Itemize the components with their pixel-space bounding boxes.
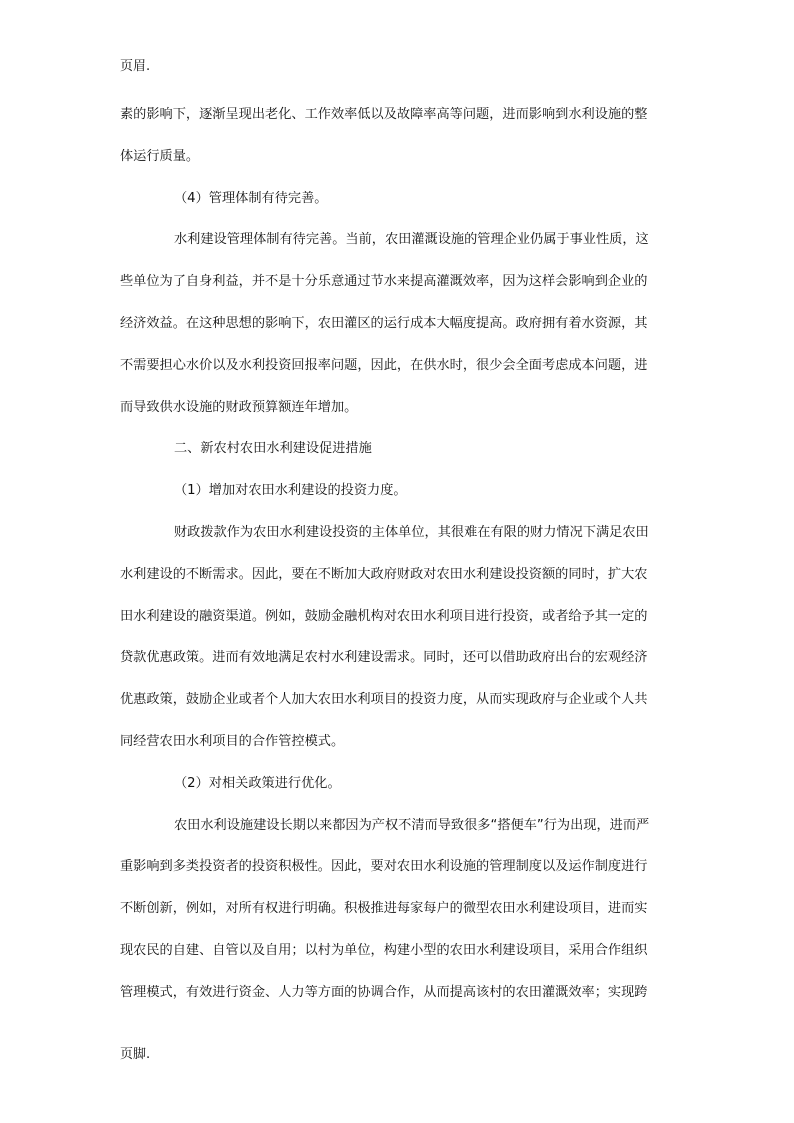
text-line: 同经营农田水利项目的合作管控模式。 <box>120 733 345 749</box>
text-line: 优惠政策，鼓励企业或者个人加大农田水利项目的投资力度，从而实现政府与企业或个人共 <box>120 692 648 708</box>
text-line: 素的影响下，逐渐呈现出老化、工作效率低以及故障率高等问题，进而影响到水利设施的整 <box>120 107 648 122</box>
text-line: 重影响到多类投资者的投资积极性。因此，要对农田水利设施的管理制度以及运作制度进行 <box>120 859 648 875</box>
document-body <box>120 103 680 1023</box>
text-line: 体运行质量。 <box>120 148 200 164</box>
text-line: 管理模式，有效进行资金、人力等方面的协调合作，从而提高该村的农田灌溉效率；实现跨 <box>120 984 648 1000</box>
text-line: 些单位为了自身利益，并不是十分乐意通过节水来提高灌溉效率，因为这样会影响到企业的 <box>120 274 648 290</box>
text-line: 二、新农村农田水利建设促进措施 <box>174 441 372 457</box>
text-line: （2）对相关政策进行优化。 <box>174 775 341 791</box>
text-line: 经济效益。在这种思想的影响下，农田灌区的运行成本大幅度提高。政府拥有着水资源，其 <box>120 315 648 331</box>
page-footer: 页脚. <box>120 1047 151 1062</box>
text-line: 农田水利设施建设长期以来都因为产权不清而导致很多“搭便车”行为出现，进而严 <box>174 817 650 833</box>
text-line: 现农民的自建、自管以及自用；以村为单位，构建小型的农田水利建设项目，采用合作组织 <box>120 942 648 958</box>
text-line: 田水利建设的融资渠道。例如，鼓励金融机构对农田水利项目进行投资，或者给予其一定的 <box>120 608 648 624</box>
text-line: 财政拨款作为农田水利建设投资的主体单位，其很难在有限的财力情况下满足农田 <box>174 524 649 540</box>
text-line: 不需要担心水价以及水利投资回报率问题，因此，在供水时，很少会全面考虑成本问题，进 <box>120 357 648 373</box>
text-line: 不断创新，例如，对所有权进行明确。积极推进每家每户的微型农田水利建设项目，进而实 <box>120 901 648 917</box>
text-line: （1）增加对农田水利建设的投资力度。 <box>174 483 407 499</box>
text-line: 水利建设的不断需求。因此，要在不断加大政府财政对农田水利建设投资额的同时，扩大农 <box>120 566 648 582</box>
text-line: 贷款优惠政策。进而有效地满足农村水利建设需求。同时，还可以借助政府出台的宏观经济 <box>120 650 648 666</box>
text-line: 水利建设管理体制有待完善。当前，农田灌溉设施的管理企业仍属于事业性质，这 <box>174 232 649 248</box>
text-line: （4）管理体制有待完善。 <box>174 190 328 206</box>
page-header: 页眉. <box>120 59 151 74</box>
text-line: 而导致供水设施的财政预算额连年增加。 <box>120 399 358 415</box>
